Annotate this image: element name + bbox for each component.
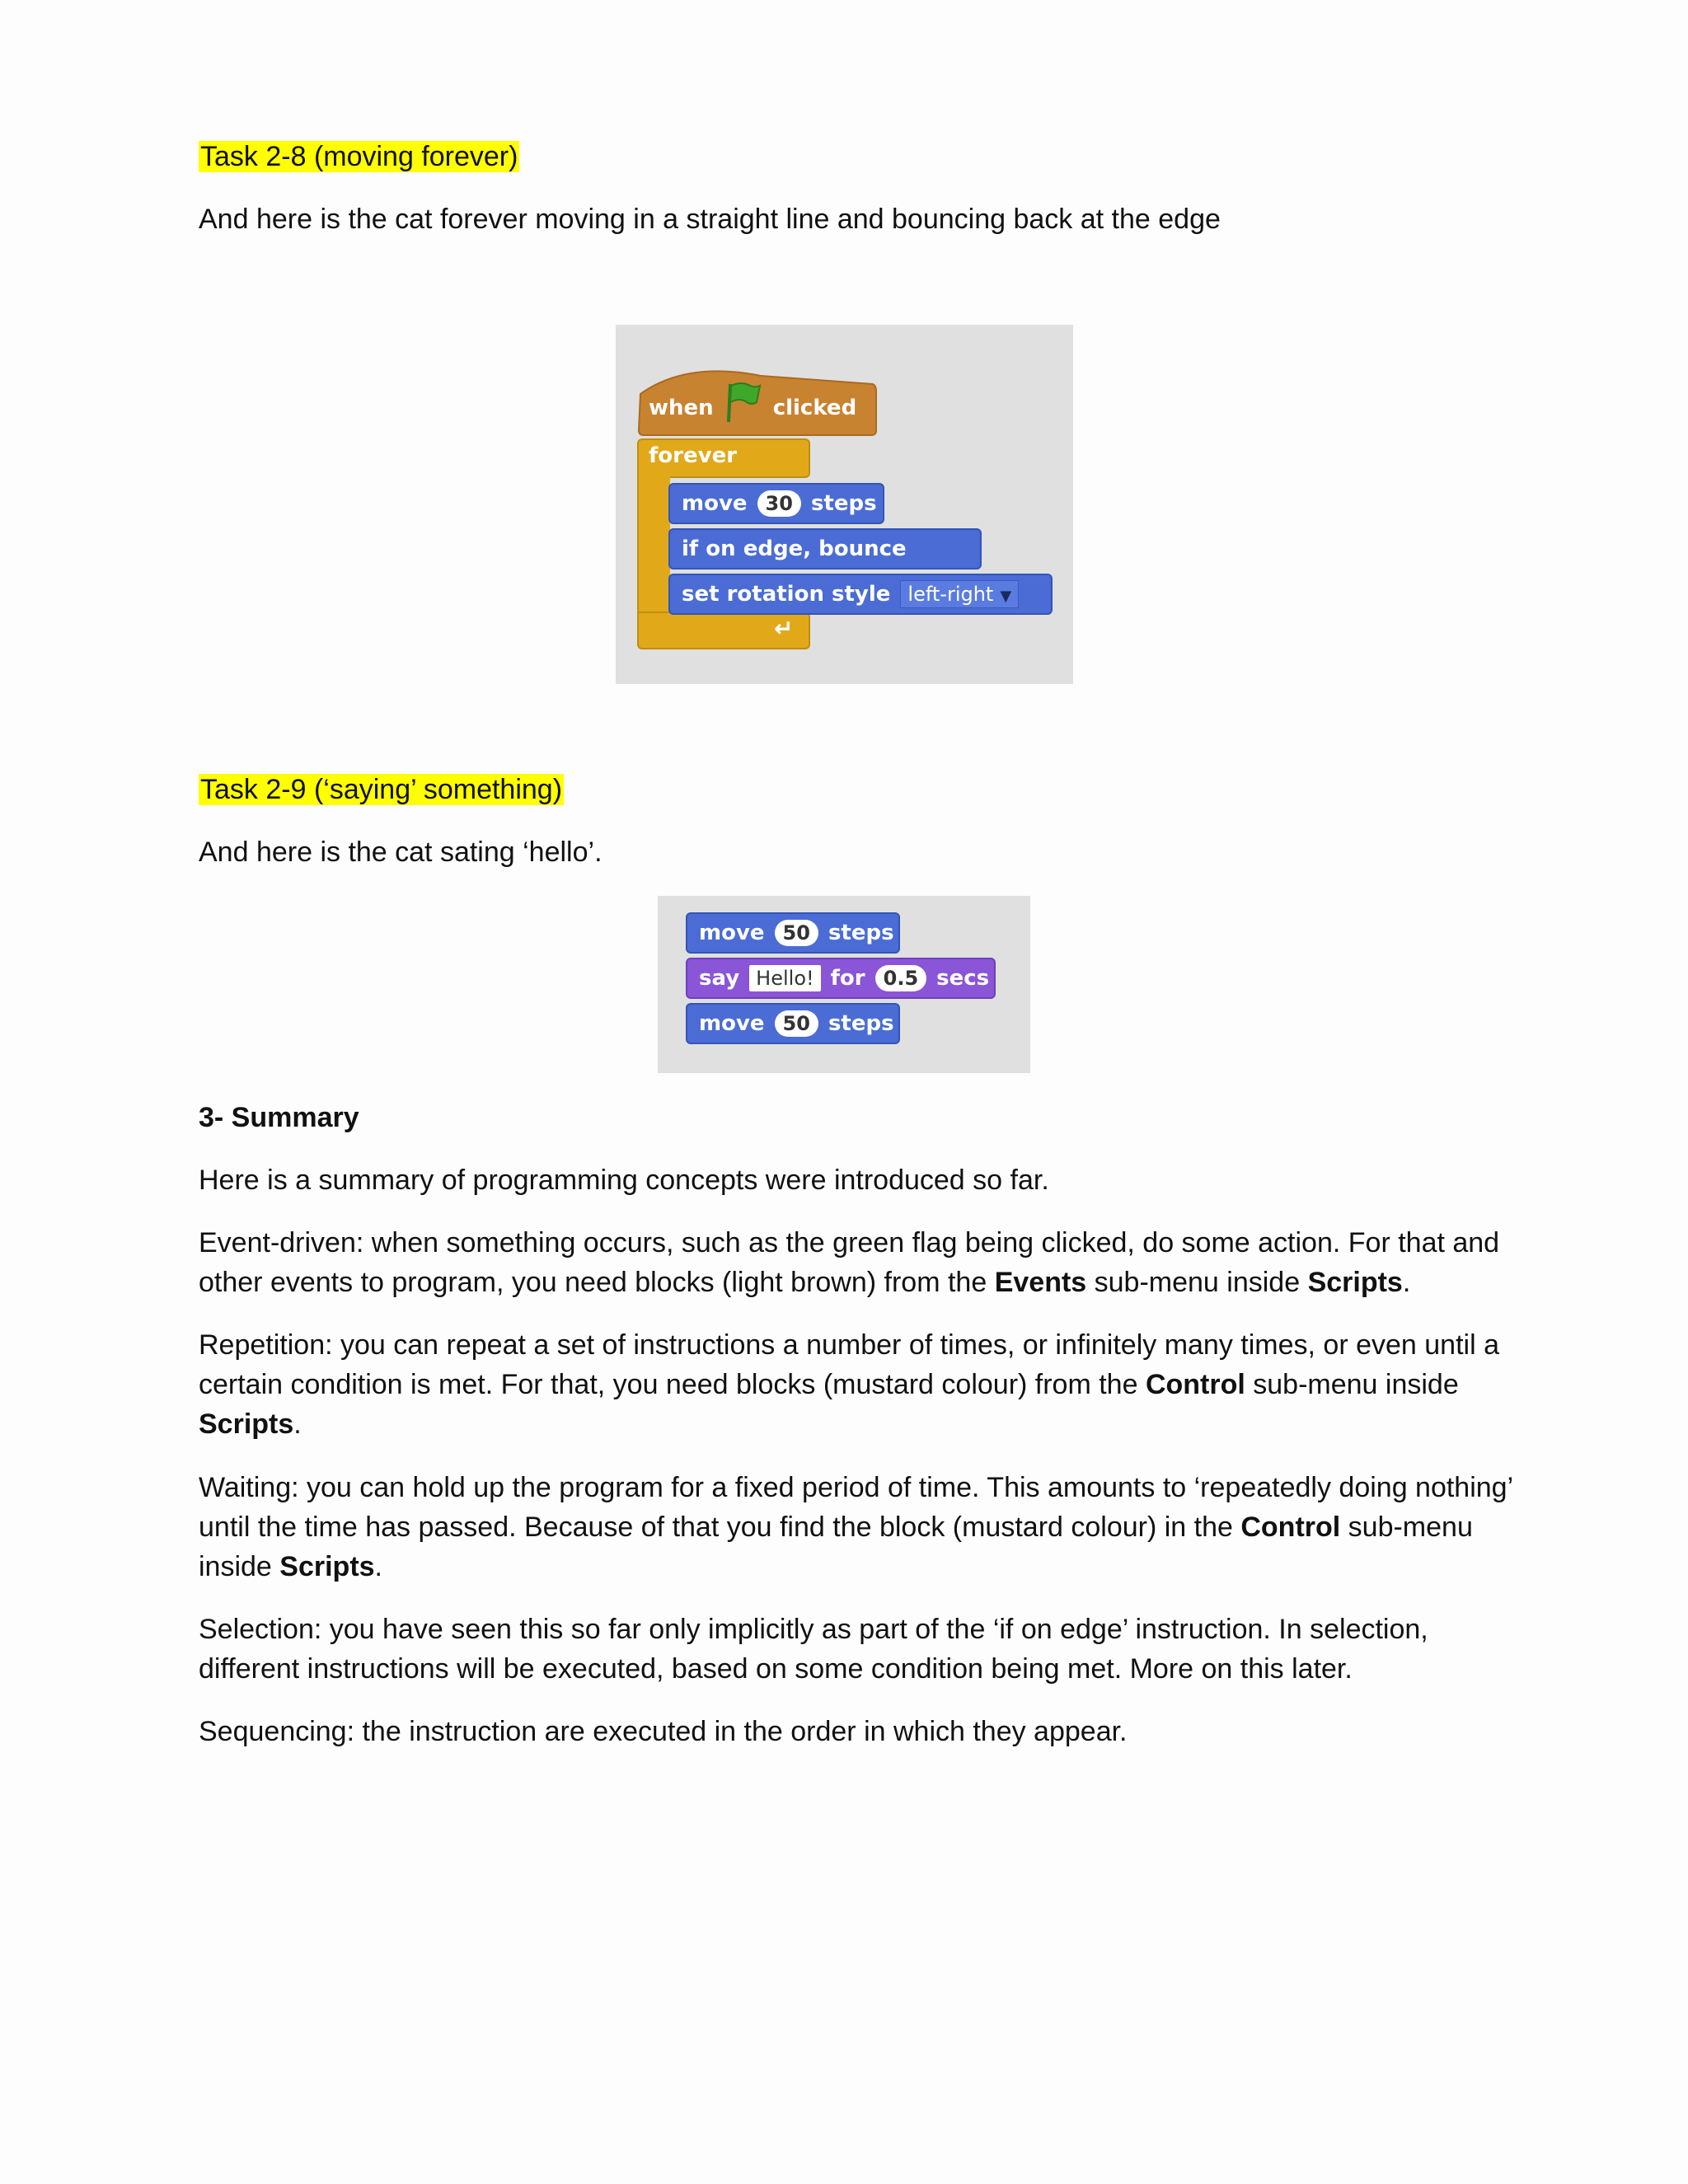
steps-label: steps	[810, 491, 877, 516]
clicked-label: clicked	[772, 396, 857, 420]
for-label: for	[830, 966, 865, 991]
sequencing-paragraph: Sequencing: the instruction are executed in the order in which they appear.	[199, 1716, 1128, 1747]
dropdown-caret-icon: ▼	[1000, 588, 1012, 605]
task-2-8-description: And here is the cat forever moving in a straight line and bouncing back at the edge	[199, 204, 1221, 235]
secs-input: 0.5	[875, 965, 927, 991]
bounce-label: if on edge, bounce	[682, 537, 907, 561]
paragraph-text: .	[293, 1408, 302, 1440]
selection-paragraph: Selection: you have seen this so far only implicitly as part of the ‘if on edge’ instruction. In selection, different instructions will be executed, based on some condition being met. More on this later.	[199, 1614, 1428, 1685]
loop-arrow-icon: ↵	[774, 615, 794, 642]
control-term: Control	[1240, 1511, 1341, 1543]
rotation-style-dropdown	[900, 580, 1019, 608]
rotation-label: set rotation style	[682, 582, 891, 607]
move-block	[668, 483, 884, 524]
task-2-8-heading	[199, 137, 519, 176]
paragraph-text: Event-driven: when something occurs, such as the green flag being clicked, do some action. For that and other events to program, you need blocks (light brown) from the	[199, 1227, 1500, 1298]
task-2-9-description: And here is the cat sating ‘hello’.	[199, 837, 603, 868]
paragraph-text: Waiting: you can hold up the program for a fixed period of time. This amounts to ‘repeatedly doing nothing’ until the time has passed. Because of that you find the block (mustard colour) in the	[199, 1472, 1512, 1543]
scripts-term: Scripts	[199, 1408, 294, 1440]
green-flag-icon	[725, 381, 762, 424]
move-steps-input: 30	[757, 490, 801, 517]
move-steps-input: 50	[775, 920, 818, 946]
paragraph-text: .	[374, 1551, 382, 1582]
highlighted-heading-text: Task 2-9 (‘saying’ something)	[200, 774, 563, 805]
if-on-edge-bounce-block	[668, 528, 982, 569]
paragraph-text: sub-menu inside	[199, 1511, 1473, 1582]
rotation-style-value: left-right	[907, 583, 994, 606]
say-label: say	[699, 966, 740, 991]
paragraph-text: Repetition: you can repeat a set of instructions a number of times, or infinitely many times, or even until a certain condition is met. For that, you need blocks (mustard colour) from the	[199, 1329, 1499, 1400]
move-block-2	[686, 1003, 900, 1044]
secs-label: secs	[936, 966, 990, 991]
summary-intro: Here is a summary of programming concepts were introduced so far.	[199, 1165, 1049, 1196]
say-text-input: Hello!	[749, 965, 820, 991]
forever-label: forever	[649, 443, 738, 468]
when-label: when	[649, 396, 714, 420]
say-for-secs-block	[686, 958, 996, 999]
when-flag-clicked-block	[637, 361, 878, 437]
scratch-script-image-say	[658, 896, 1030, 1073]
scripts-term: Scripts	[279, 1551, 375, 1582]
event-driven-paragraph	[199, 1223, 1517, 1302]
move-block-1	[686, 912, 900, 954]
steps-label: steps	[828, 1011, 894, 1036]
task-2-9-heading	[199, 770, 564, 809]
paragraph-text: .	[1402, 1267, 1411, 1298]
move-label: move	[682, 491, 748, 516]
set-rotation-style-block	[668, 574, 1053, 615]
repetition-paragraph	[199, 1325, 1517, 1444]
events-term: Events	[994, 1267, 1087, 1298]
paragraph-text: sub-menu inside	[1245, 1369, 1459, 1400]
move-label: move	[699, 1011, 765, 1036]
scripts-term: Scripts	[1307, 1267, 1403, 1298]
control-term: Control	[1145, 1369, 1245, 1400]
highlighted-heading-text: Task 2-8 (moving forever)	[200, 141, 518, 172]
move-label: move	[699, 921, 765, 945]
steps-label: steps	[828, 921, 894, 945]
move-steps-input: 50	[775, 1010, 818, 1037]
waiting-paragraph	[199, 1468, 1517, 1586]
paragraph-text: sub-menu inside	[1086, 1267, 1308, 1298]
scratch-script-image-forever	[616, 325, 1073, 684]
summary-heading: 3- Summary	[199, 1102, 359, 1133]
